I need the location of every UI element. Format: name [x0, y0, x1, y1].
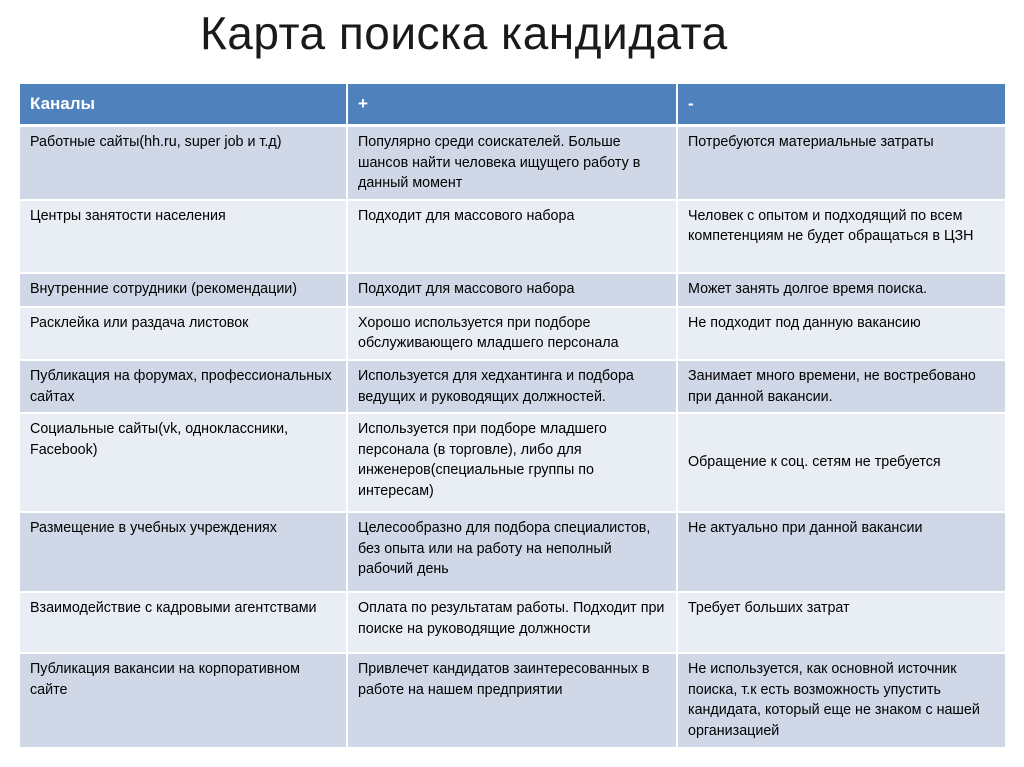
pros-cell: Хорошо используется при подборе обслуживающего младшего персонала: [347, 307, 677, 360]
channel-cell: Работные сайты(hh.ru, super job и т.д): [20, 126, 347, 200]
channel-cell: Расклейка или раздача листовок: [20, 307, 347, 360]
channel-cell: Публикация вакансии на корпоративном сайте: [20, 653, 347, 747]
channel-cell: Взаимодействие с кадровыми агентствами: [20, 592, 347, 653]
cons-cell: Требует больших затрат: [677, 592, 1005, 653]
column-header-channels: Каналы: [20, 84, 347, 126]
cons-cell: Не используется, как основной источник поиска, т.к есть возможность упустить кандидата, который еще не знаком с нашей организацией: [677, 653, 1005, 747]
pros-cell: Популярно среди соискателей. Больше шансов найти человека ищущего работу в данный момент: [347, 126, 677, 200]
pros-cell: Используется при подборе младшего персонала (в торговле), либо для инженеров(специальные группы по интересам): [347, 413, 677, 512]
table-row: [20, 307, 1005, 360]
cons-cell: Может занять долгое время поиска.: [677, 273, 1005, 307]
channel-cell: Внутренние сотрудники (рекомендации): [20, 273, 347, 307]
column-header-pros: +: [347, 84, 677, 126]
cons-cell: Не актуально при данной вакансии: [677, 512, 1005, 592]
channel-cell: Центры занятости населения: [20, 200, 347, 273]
channel-cell: Публикация на форумах, профессиональных сайтах: [20, 360, 347, 413]
table-row: [20, 200, 1005, 273]
table-header-row: [20, 84, 1005, 126]
cons-cell: Не подходит под данную вакансию: [677, 307, 1005, 360]
pros-cell: Подходит для массового набора: [347, 200, 677, 273]
cons-cell: Человек с опытом и подходящий по всем компетенциям не будет обращаться в ЦЗН: [677, 200, 1005, 273]
pros-cell: Целесообразно для подбора специалистов, без опыта или на работу на неполный рабочий день: [347, 512, 677, 592]
table-row: [20, 360, 1005, 413]
table-row: [20, 126, 1005, 200]
table-row: [20, 273, 1005, 307]
cons-cell: Занимает много времени, не востребовано при данной вакансии.: [677, 360, 1005, 413]
cons-cell: Обращение к соц. сетям не требуется: [677, 413, 1005, 512]
pros-cell: Привлечет кандидатов заинтересованных в работе на нашем предприятии: [347, 653, 677, 747]
pros-cell: Оплата по результатам работы. Подходит при поиске на руководящие должности: [347, 592, 677, 653]
channels-table: [20, 84, 1005, 749]
table-row: [20, 413, 1005, 512]
pros-cell: Используется для хедхантинга и подбора ведущих и руководящих должностей.: [347, 360, 677, 413]
cons-cell: Потребуются материальные затраты: [677, 126, 1005, 200]
column-header-cons: -: [677, 84, 1005, 126]
pros-cell: Подходит для массового набора: [347, 273, 677, 307]
page-title: Карта поиска кандидата: [200, 7, 728, 59]
table-row: [20, 653, 1005, 747]
table-row: [20, 512, 1005, 592]
table-row: [20, 592, 1005, 653]
channel-cell: Социальные сайты(vk, одноклассники, Facebook): [20, 413, 347, 512]
channel-cell: Размещение в учебных учреждениях: [20, 512, 347, 592]
